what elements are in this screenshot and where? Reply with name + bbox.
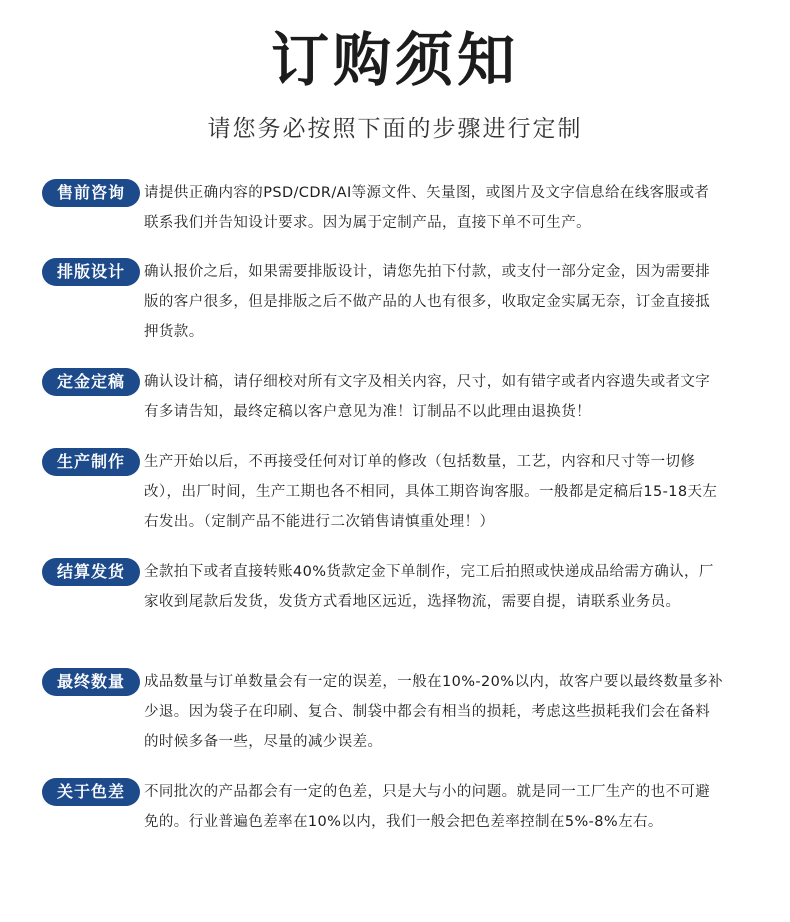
page-subtitle: 请您务必按照下面的步骤进行定制: [207, 116, 583, 142]
section-text-deposit-finalize: 确认设计稿，请仔细校对所有文字及相关内容，尺寸，如有错字或者内容遗失或者文字有多请告知，最终定稿以客户意见为准！订制品不以此理由退换货！: [144, 374, 711, 420]
section-text-production: 生产开始以后，不再接受任何对订单的修改（包括数量，工艺，内容和尺寸等一切修改），出厂时间，生产工期也各不相同，具体工期咨询客服。一般都是定稿后15-18天左右发出。（定制产品不能进行二次销售请慎重处理！）: [144, 454, 718, 530]
section-badge-presale-consult: 售前咨询: [42, 179, 140, 207]
section-badge-deposit-finalize: 定金定稿: [42, 368, 140, 396]
section-text-presale-consult: 请提供正确内容的PSD/CDR/AI等源文件、矢量图，或图片及文字信息给在线客服或者联系我们并告知设计要求。因为属于定制产品，直接下单不可生产。: [144, 185, 710, 231]
section-badge-settlement-shipping: 结算发货: [42, 558, 140, 586]
section-text-settlement-shipping: 全款拍下或者直接转账40%货款定金下单制作，完工后拍照或快递成品给需方确认，厂家收到尾款后发货，发货方式看地区远近，选择物流，需要自提，请联系业务员。: [144, 564, 714, 610]
section-text-layout-design: 确认报价之后，如果需要排版设计，请您先拍下付款，或支付一部分定金，因为需要排版的客户很多，但是排版之后不做产品的人也有很多，收取定金实属无奈，订金直接抵押货款。: [144, 264, 711, 340]
section-badge-color-difference: 关于色差: [42, 778, 140, 806]
section-text-color-difference: 不同批次的产品都会有一定的色差，只是大与小的问题。就是同一工厂生产的也不可避免的。行业普遍色差率在10%以内，我们一般会把色差率控制在5%-8%左右。: [144, 784, 711, 830]
page-title: 订购须知: [270, 26, 519, 94]
section-badge-production: 生产制作: [42, 448, 140, 476]
section-badge-final-quantity: 最终数量: [42, 668, 140, 696]
section-badge-layout-design: 排版设计: [42, 258, 140, 286]
section-text-final-quantity: 成品数量与订单数量会有一定的误差，一般在10%-20%以内，故客户要以最终数量多补少退。因为袋子在印刷、复合、制袋中都会有相当的损耗，考虑这些损耗我们会在备料的时候多备一些，尽量的减少误差。: [144, 674, 724, 750]
